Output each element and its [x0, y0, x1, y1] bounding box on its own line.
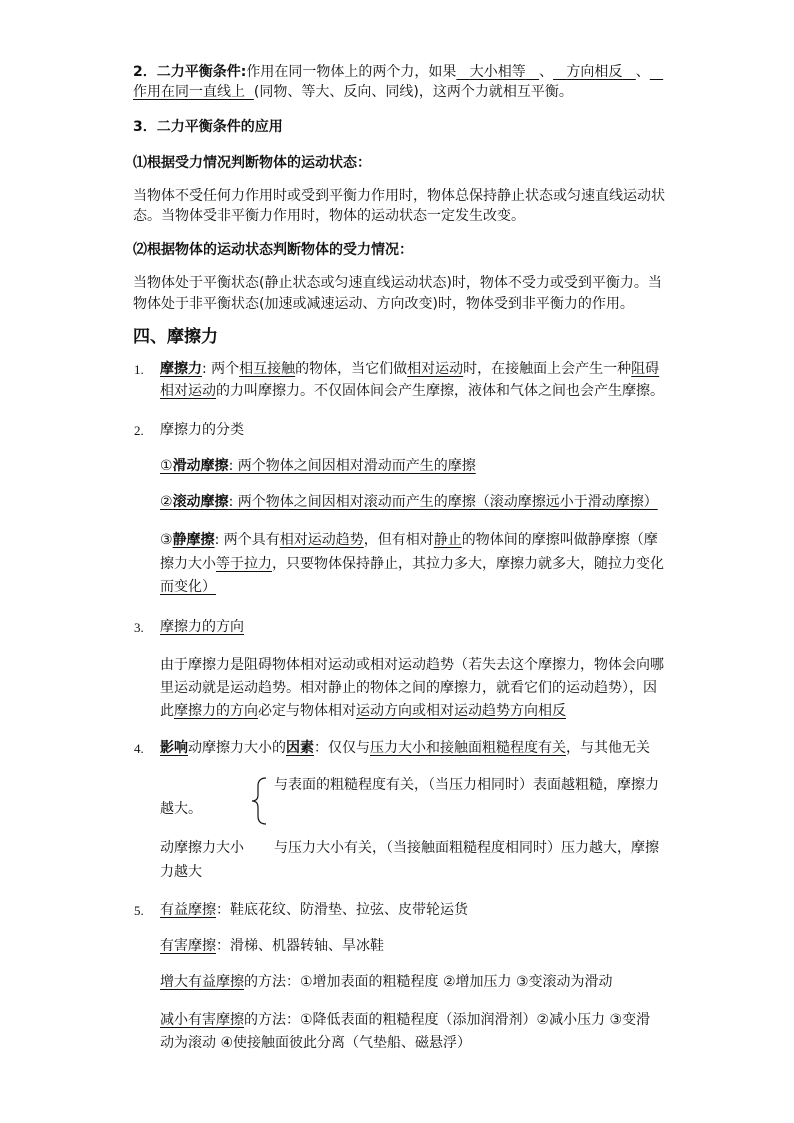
sec2-sep1: 、: [539, 64, 554, 80]
item4-line1: 影响动摩擦力大小的因素：仅仅与压力大小和接触面粗糙程度有关，与其他无关: [160, 740, 650, 756]
item2-number: 2.: [134, 423, 144, 438]
sec2-blank3-start: [650, 64, 663, 80]
sec3-para1-line2: 态。当物体受非平衡力作用时，物体的运动状态一定发生改变。: [133, 208, 525, 224]
sec4-title: 四、摩擦力: [133, 327, 218, 347]
item4-left-label: 动摩擦力大小: [160, 840, 244, 856]
sec3-para2-line1: 当物体处于平衡状态(静止状态或匀速直线运动状态)时，物体不受力或受到平衡力。当: [133, 275, 662, 291]
sec3-subtitle1: ⑴根据受力情况判断物体的运动状态：: [133, 155, 371, 171]
item2-sub3-line3: 而变化）: [160, 579, 216, 595]
item3-line1: 由于摩擦力是阻碍物体相对运动或相对运动趋势（若失去这个摩擦力，物体会向哪: [160, 657, 664, 673]
item1-line1: 摩擦力: 两个相互接触的物体，当它们做相对运动时，在接触面上会产生一种阻碍: [160, 361, 660, 377]
item5-decrease-line1: 减小有害摩擦的方法：①降低表面的粗糙程度（添加润滑剂）②减小压力 ③变滑: [160, 1012, 651, 1028]
item5-number: 5.: [134, 903, 144, 918]
item5-increase: 增大有益摩擦的方法：①增加表面的粗糙程度 ②增加压力 ③变滚动为滑动: [160, 974, 613, 990]
brace-icon: [250, 776, 270, 826]
item4-right1-cont: 越大。: [160, 801, 202, 817]
item2-sub3-line1: ③静摩擦: 两个具有相对运动趋势，但有相对静止的物体间的摩擦叫做静摩擦（摩: [160, 532, 658, 548]
sec2-blank3: 作用在同一直线上: [133, 84, 245, 100]
sec2-label: 2．二力平衡条件:: [133, 64, 247, 80]
sec2-line1: [133, 62, 663, 82]
item3-title: 摩擦力的方向: [160, 619, 244, 635]
item5-harmful: 有害摩擦：滑梯、机器转轴、旱冰鞋: [160, 938, 384, 954]
item1-line2: 相对运动的力叫摩擦力。不仅固体间会产生摩擦，液体和气体之间也会产生摩擦。: [160, 383, 664, 399]
item4-right2-cont: 力越大: [160, 864, 202, 880]
item1-term: 摩擦力: [160, 361, 202, 377]
item3-line2: 里运动就是运动趋势。相对静止的物体之间的摩擦力，就看它们的运动趋势），因: [160, 680, 657, 696]
sec3-subtitle2: ⑵根据物体的运动状态判断物体的受力情况：: [133, 242, 413, 258]
item3-number: 3.: [134, 620, 144, 635]
sec3-title: 3．二力平衡条件的应用: [133, 119, 283, 135]
sec2-blank2: 方向相反: [566, 64, 623, 80]
item2-sub1: ①滑动摩擦: 两个物体之间因相对滑动而产生的摩擦: [160, 458, 476, 474]
item3-line3: 此摩擦力的方向必定与物体相对运动方向或相对运动趋势方向相反: [160, 703, 566, 719]
item2-sub2: ②滚动摩擦: 两个物体之间因相对滚动而产生的摩擦（滚动摩擦远小于滑动摩擦）: [160, 494, 658, 510]
sec2-text1: 作用在同一物体上的两个力，如果: [246, 64, 457, 80]
item4-number: 4.: [134, 741, 144, 756]
sec2-line2: [133, 82, 573, 102]
item2-sub3-line2: 擦力大小等于拉力，只要物体保持静止，其拉力多大，摩擦力就多大，随拉力变化: [160, 556, 664, 572]
sec2-sep2: 、: [635, 64, 650, 80]
sec3-para2-line2: 物体处于非平衡状态(加速或减速运动、方向改变)时，物体受到非平衡力的作用。: [133, 296, 634, 312]
item2-title: 摩擦力的分类: [160, 422, 244, 438]
sec2-blank1: 大小相等: [469, 64, 526, 80]
item1-number: 1.: [134, 362, 144, 377]
item5-decrease-line2: 动为滚动 ④使接触面彼此分离（气垫船、磁悬浮）: [160, 1035, 471, 1051]
sec3-para1-line1: 当物体不受任何力作用时或受到平衡力作用时，物体总保持静止状态或匀速直线运动状: [133, 188, 665, 204]
item4-right2: 与压力大小有关，（当接触面粗糙程度相同时）压力越大，摩擦: [274, 840, 659, 856]
sec2-text2: (同物、等大、反向、同线)，这两个力就相互平衡。: [253, 84, 573, 100]
item5-useful: 有益摩擦：鞋底花纹、防滑垫、拉弦、皮带轮运货: [160, 902, 468, 918]
item4-right1: 与表面的粗糙程度有关，（当压力相同时）表面越粗糙，摩擦力: [274, 777, 659, 793]
